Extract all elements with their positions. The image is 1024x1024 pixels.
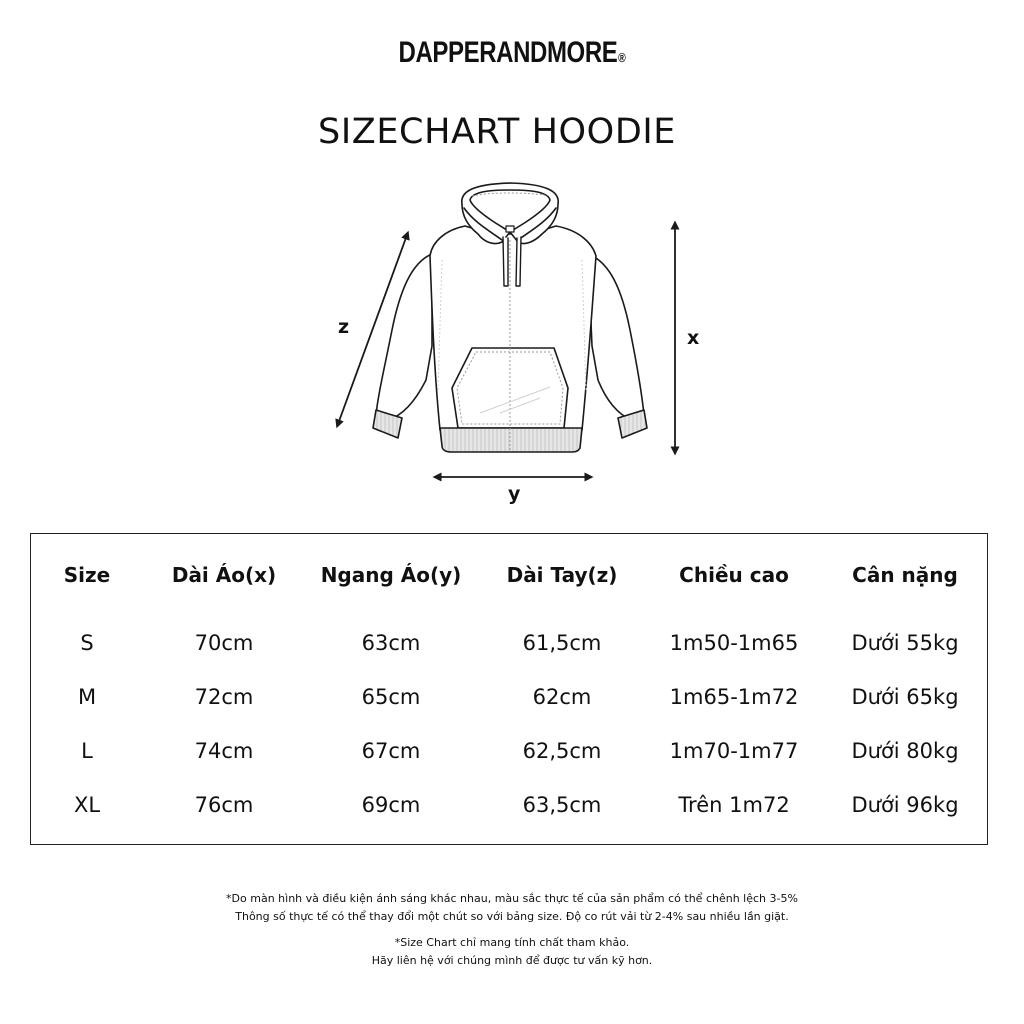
header-length: Dài Áo(x) [171, 563, 277, 587]
header-weight: Cân nặng [852, 563, 958, 587]
cell-height: 1m70-1m77 [669, 739, 799, 763]
left-sleeve [376, 254, 432, 420]
cell-size: L [81, 739, 93, 763]
cell-length: 70cm [194, 631, 254, 655]
cell-width: 67cm [361, 739, 421, 763]
brand-name: DAPPERANDMORE [398, 36, 618, 69]
footnote-color-disclaimer: *Do màn hình và điều kiện ánh sáng khác nhau, màu sắc thực tế của sản phẩm có thể chênh lệch 3-5% [226, 892, 798, 905]
cell-height: Trên 1m72 [678, 793, 790, 817]
cell-weight: Dưới 65kg [851, 685, 959, 709]
cell-height: 1m65-1m72 [669, 685, 799, 709]
cell-length: 76cm [194, 793, 254, 817]
cell-weight: Dưới 96kg [851, 793, 959, 817]
footnote-reference-only: *Size Chart chỉ mang tính chất tham khảo. [394, 936, 630, 949]
cell-weight: Dưới 80kg [851, 739, 959, 763]
cell-sleeve: 63,5cm [522, 793, 602, 817]
cell-weight: Dưới 55kg [851, 631, 959, 655]
cell-size: M [77, 685, 97, 709]
registered-mark-icon: ® [618, 50, 626, 65]
cell-length: 74cm [194, 739, 254, 763]
x-label: x [687, 327, 700, 349]
hoodie-measurement-diagram [320, 170, 720, 510]
page-title: SIZECHART HOODIE [318, 112, 677, 152]
cell-length: 72cm [194, 685, 254, 709]
cell-sleeve: 62cm [532, 685, 592, 709]
cell-size: XL [73, 793, 101, 817]
cell-width: 63cm [361, 631, 421, 655]
cell-width: 69cm [361, 793, 421, 817]
header-width: Ngang Áo(y) [320, 563, 462, 587]
y-label: y [508, 483, 521, 505]
drawstring-left [503, 237, 508, 286]
cell-size: S [80, 631, 94, 655]
cell-sleeve: 61,5cm [522, 631, 602, 655]
z-label: z [338, 316, 350, 338]
header-height: Chiều cao [679, 563, 789, 587]
footnote-shrinkage: Thông số thực tế có thể thay đổi một chút so với bảng size. Độ co rút vải từ 2-4% sau nhiều lần giặt. [235, 910, 789, 923]
right-sleeve [588, 254, 644, 420]
header-size: Size [63, 563, 111, 587]
brand-logo [102, 36, 921, 70]
cell-height: 1m50-1m65 [669, 631, 799, 655]
drawstring-right [516, 237, 521, 286]
cell-width: 65cm [361, 685, 421, 709]
header-sleeve: Dài Tay(z) [506, 563, 618, 587]
cell-sleeve: 62,5cm [522, 739, 602, 763]
hem-rib [440, 428, 582, 452]
footnote-contact: Hãy liên hệ với chúng mình để được tư vấn kỹ hơn. [371, 954, 653, 967]
